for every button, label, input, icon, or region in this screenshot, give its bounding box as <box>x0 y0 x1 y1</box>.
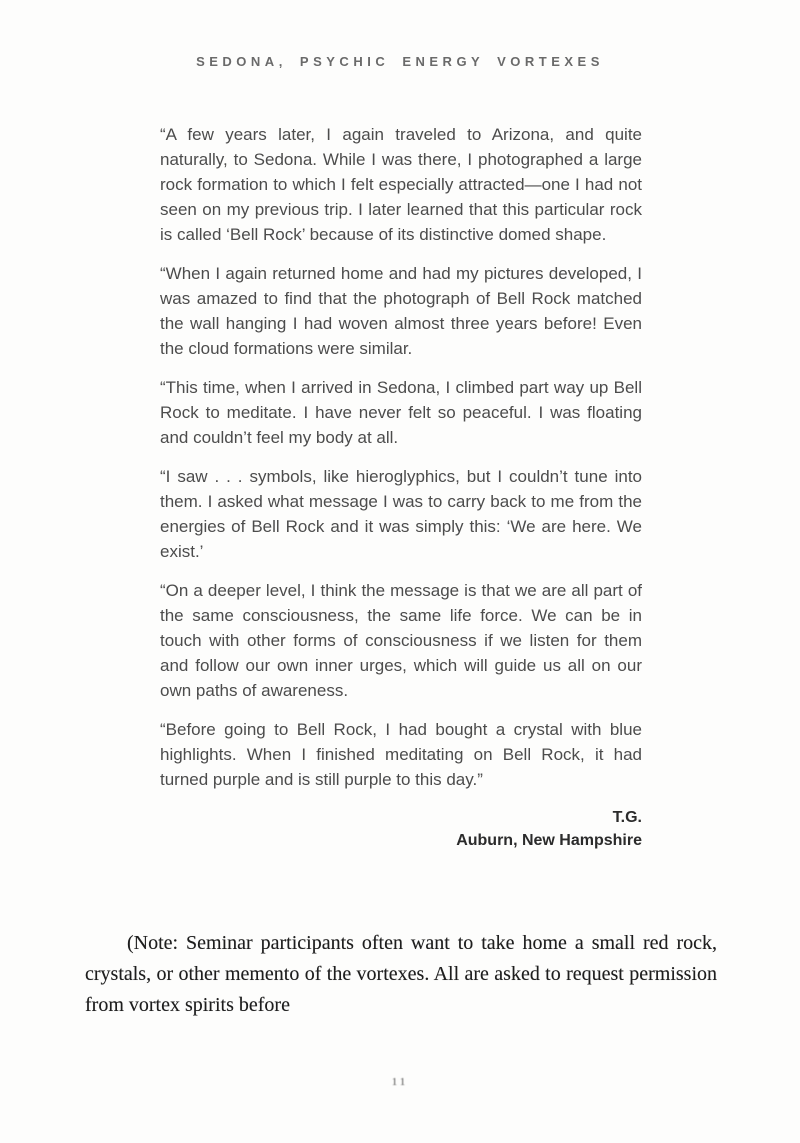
quote-block <box>160 122 642 852</box>
running-header: SEDONA, PSYCHIC ENERGY VORTEXES <box>196 54 604 69</box>
attribution-location: Auburn, New Hampshire <box>456 832 642 849</box>
quote-paragraph-5: “On a deeper level, I think the message is that we are all part of the same consciousness, the same life force. We can be in touch with other forms of consciousness if we listen for them and follow our own inner urges, which will guide us all on our own paths of awareness. <box>160 581 642 700</box>
page-number: 11 <box>391 1076 409 1088</box>
quote-paragraph-6: “Before going to Bell Rock, I had bought a crystal with blue highlights. When I finished meditating on Bell Rock, it had turned purple and is still purple to this day.” <box>160 720 642 789</box>
quote-paragraph-3: “This time, when I arrived in Sedona, I climbed part way up Bell Rock to meditate. I have never felt so peaceful. I was floating and couldn’t feel my body at all. <box>160 378 642 447</box>
attribution <box>160 806 642 852</box>
quote-paragraph-2: “When I again returned home and had my pictures developed, I was amazed to find that the photograph of Bell Rock matched the wall hanging I had woven almost three years before! Even the cloud formations were similar. <box>160 264 642 358</box>
attribution-initials: T.G. <box>612 809 642 826</box>
body-paragraph: (Note: Seminar participants often want to take home a small red rock, crystals, or other memento of the vortexes. All are asked to request permission from vortex spirits before <box>85 932 717 1016</box>
quote-paragraph-1: “A few years later, I again traveled to Arizona, and quite naturally, to Sedona. While I was there, I photographed a large rock formation to which I felt especially attracted—one I had not seen on my previous trip. I later learned that this particular rock is called ‘Bell Rock’ because of its distinctive domed shape. <box>160 125 642 244</box>
quote-paragraph-4: “I saw . . . symbols, like hieroglyphics, but I couldn’t tune into them. I asked what message I was to carry back to me from the energies of Bell Rock and it was simply this: ‘We are here. We exist.’ <box>160 467 642 561</box>
